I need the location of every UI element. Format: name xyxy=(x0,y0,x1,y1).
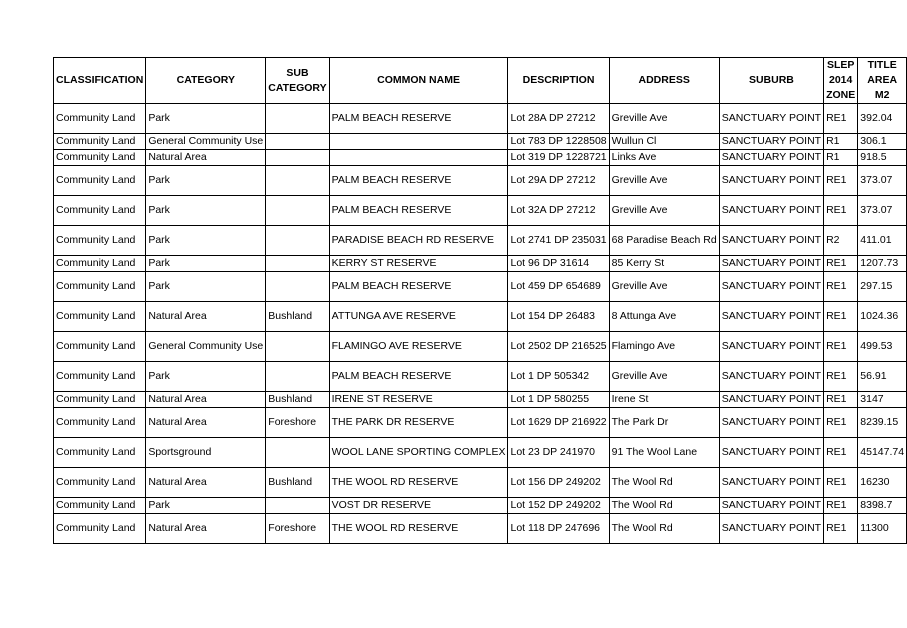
cell-area: 56.91 xyxy=(858,362,907,392)
cell-category: Park xyxy=(146,498,266,514)
cell-zone: RE1 xyxy=(824,196,858,226)
cell-suburb: SANCTUARY POINT xyxy=(719,150,823,166)
cell-suburb: SANCTUARY POINT xyxy=(719,392,823,408)
header-title-area: TITLE AREA M2 xyxy=(858,58,907,104)
header-common-name: COMMON NAME xyxy=(329,58,508,104)
table-body xyxy=(54,104,907,544)
cell-zone: RE1 xyxy=(824,514,858,544)
cell-suburb: SANCTUARY POINT xyxy=(719,166,823,196)
cell-area: 45147.74 xyxy=(858,438,907,468)
cell-classification: Community Land xyxy=(54,272,146,302)
cell-description: Lot 96 DP 31614 xyxy=(508,256,609,272)
cell-suburb: SANCTUARY POINT xyxy=(719,256,823,272)
cell-classification: Community Land xyxy=(54,362,146,392)
header-row xyxy=(54,58,907,104)
table-row xyxy=(54,362,907,392)
cell-zone: RE1 xyxy=(824,104,858,134)
cell-common-name xyxy=(329,150,508,166)
cell-area: 1207.73 xyxy=(858,256,907,272)
table-row xyxy=(54,134,907,150)
cell-common-name: PALM BEACH RESERVE xyxy=(329,104,508,134)
cell-common-name: THE WOOL RD RESERVE xyxy=(329,514,508,544)
cell-sub-category: Foreshore xyxy=(266,514,329,544)
cell-category: Park xyxy=(146,272,266,302)
cell-description: Lot 154 DP 26483 xyxy=(508,302,609,332)
cell-sub-category xyxy=(266,362,329,392)
cell-category: Sportsground xyxy=(146,438,266,468)
cell-sub-category xyxy=(266,438,329,468)
cell-sub-category xyxy=(266,256,329,272)
cell-common-name: ATTUNGA AVE RESERVE xyxy=(329,302,508,332)
cell-sub-category xyxy=(266,150,329,166)
cell-sub-category xyxy=(266,272,329,302)
table-row xyxy=(54,332,907,362)
cell-classification: Community Land xyxy=(54,332,146,362)
cell-suburb: SANCTUARY POINT xyxy=(719,302,823,332)
cell-classification: Community Land xyxy=(54,134,146,150)
cell-category: Park xyxy=(146,362,266,392)
cell-address: Greville Ave xyxy=(609,196,719,226)
cell-description: Lot 156 DP 249202 xyxy=(508,468,609,498)
header-category: CATEGORY xyxy=(146,58,266,104)
table-row xyxy=(54,438,907,468)
cell-common-name: PALM BEACH RESERVE xyxy=(329,272,508,302)
cell-classification: Community Land xyxy=(54,408,146,438)
cell-suburb: SANCTUARY POINT xyxy=(719,438,823,468)
cell-address: The Park Dr xyxy=(609,408,719,438)
community-land-table xyxy=(53,57,907,544)
header-suburb: SUBURB xyxy=(719,58,823,104)
cell-description: Lot 118 DP 247696 xyxy=(508,514,609,544)
cell-description: Lot 459 DP 654689 xyxy=(508,272,609,302)
table-row xyxy=(54,408,907,438)
cell-suburb: SANCTUARY POINT xyxy=(719,468,823,498)
cell-sub-category: Bushland xyxy=(266,392,329,408)
cell-address: Links Ave xyxy=(609,150,719,166)
cell-address: Greville Ave xyxy=(609,272,719,302)
table-row xyxy=(54,498,907,514)
cell-address: The Wool Rd xyxy=(609,498,719,514)
cell-sub-category: Bushland xyxy=(266,302,329,332)
cell-sub-category: Foreshore xyxy=(266,408,329,438)
cell-common-name: IRENE ST RESERVE xyxy=(329,392,508,408)
cell-address: Irene St xyxy=(609,392,719,408)
cell-sub-category xyxy=(266,498,329,514)
cell-classification: Community Land xyxy=(54,196,146,226)
cell-area: 8239.15 xyxy=(858,408,907,438)
cell-description: Lot 1 DP 580255 xyxy=(508,392,609,408)
header-address: ADDRESS xyxy=(609,58,719,104)
cell-area: 16230 xyxy=(858,468,907,498)
cell-area: 411.01 xyxy=(858,226,907,256)
cell-zone: R1 xyxy=(824,150,858,166)
cell-category: Park xyxy=(146,196,266,226)
cell-description: Lot 29A DP 27212 xyxy=(508,166,609,196)
cell-suburb: SANCTUARY POINT xyxy=(719,498,823,514)
cell-classification: Community Land xyxy=(54,392,146,408)
cell-suburb: SANCTUARY POINT xyxy=(719,408,823,438)
cell-sub-category xyxy=(266,226,329,256)
cell-address: Flamingo Ave xyxy=(609,332,719,362)
cell-zone: RE1 xyxy=(824,392,858,408)
cell-sub-category xyxy=(266,166,329,196)
cell-zone: RE1 xyxy=(824,408,858,438)
cell-classification: Community Land xyxy=(54,302,146,332)
cell-suburb: SANCTUARY POINT xyxy=(719,134,823,150)
cell-classification: Community Land xyxy=(54,166,146,196)
cell-description: Lot 1629 DP 216922 xyxy=(508,408,609,438)
cell-zone: R2 xyxy=(824,226,858,256)
cell-category: Natural Area xyxy=(146,514,266,544)
cell-zone: R1 xyxy=(824,134,858,150)
cell-category: General Community Use xyxy=(146,134,266,150)
cell-address: 8 Attunga Ave xyxy=(609,302,719,332)
cell-suburb: SANCTUARY POINT xyxy=(719,226,823,256)
cell-common-name: PALM BEACH RESERVE xyxy=(329,166,508,196)
header-classification: CLASSIFICATION xyxy=(54,58,146,104)
cell-category: Natural Area xyxy=(146,392,266,408)
cell-description: Lot 152 DP 249202 xyxy=(508,498,609,514)
cell-address: The Wool Rd xyxy=(609,468,719,498)
cell-sub-category xyxy=(266,134,329,150)
cell-suburb: SANCTUARY POINT xyxy=(719,362,823,392)
cell-category: Natural Area xyxy=(146,468,266,498)
table-row xyxy=(54,514,907,544)
cell-common-name: FLAMINGO AVE RESERVE xyxy=(329,332,508,362)
cell-zone: RE1 xyxy=(824,438,858,468)
cell-zone: RE1 xyxy=(824,362,858,392)
cell-area: 3147 xyxy=(858,392,907,408)
cell-address: The Wool Rd xyxy=(609,514,719,544)
table-row xyxy=(54,226,907,256)
cell-suburb: SANCTUARY POINT xyxy=(719,196,823,226)
cell-common-name: KERRY ST RESERVE xyxy=(329,256,508,272)
cell-zone: RE1 xyxy=(824,256,858,272)
cell-sub-category xyxy=(266,104,329,134)
cell-area: 306.1 xyxy=(858,134,907,150)
cell-zone: RE1 xyxy=(824,498,858,514)
header-slep-zone: SLEP 2014 ZONE xyxy=(824,58,858,104)
cell-zone: RE1 xyxy=(824,272,858,302)
cell-common-name: THE PARK DR RESERVE xyxy=(329,408,508,438)
cell-address: Greville Ave xyxy=(609,362,719,392)
cell-area: 1024.36 xyxy=(858,302,907,332)
cell-common-name: PARADISE BEACH RD RESERVE xyxy=(329,226,508,256)
cell-classification: Community Land xyxy=(54,498,146,514)
table-row xyxy=(54,272,907,302)
cell-category: Park xyxy=(146,256,266,272)
cell-address: 85 Kerry St xyxy=(609,256,719,272)
cell-area: 8398.7 xyxy=(858,498,907,514)
header-description: DESCRIPTION xyxy=(508,58,609,104)
cell-category: Park xyxy=(146,226,266,256)
cell-address: 68 Paradise Beach Rd xyxy=(609,226,719,256)
table-row xyxy=(54,166,907,196)
cell-zone: RE1 xyxy=(824,166,858,196)
cell-area: 11300 xyxy=(858,514,907,544)
cell-common-name: WOOL LANE SPORTING COMPLEX xyxy=(329,438,508,468)
cell-description: Lot 783 DP 1228508 xyxy=(508,134,609,150)
cell-zone: RE1 xyxy=(824,468,858,498)
cell-suburb: SANCTUARY POINT xyxy=(719,104,823,134)
table-row xyxy=(54,256,907,272)
cell-category: Natural Area xyxy=(146,408,266,438)
cell-sub-category: Bushland xyxy=(266,468,329,498)
cell-address: Wullun Cl xyxy=(609,134,719,150)
cell-description: Lot 28A DP 27212 xyxy=(508,104,609,134)
cell-zone: RE1 xyxy=(824,332,858,362)
cell-description: Lot 32A DP 27212 xyxy=(508,196,609,226)
cell-area: 373.07 xyxy=(858,166,907,196)
cell-classification: Community Land xyxy=(54,438,146,468)
cell-area: 918.5 xyxy=(858,150,907,166)
table-row xyxy=(54,392,907,408)
cell-classification: Community Land xyxy=(54,226,146,256)
cell-area: 499.53 xyxy=(858,332,907,362)
header-sub-category: SUB CATEGORY xyxy=(266,58,329,104)
table-row xyxy=(54,468,907,498)
table-row xyxy=(54,104,907,134)
cell-area: 392.04 xyxy=(858,104,907,134)
cell-classification: Community Land xyxy=(54,514,146,544)
table-row xyxy=(54,196,907,226)
cell-sub-category xyxy=(266,196,329,226)
cell-description: Lot 319 DP 1228721 xyxy=(508,150,609,166)
cell-category: General Community Use xyxy=(146,332,266,362)
cell-category: Park xyxy=(146,166,266,196)
cell-address: 91 The Wool Lane xyxy=(609,438,719,468)
cell-common-name: PALM BEACH RESERVE xyxy=(329,362,508,392)
cell-description: Lot 2741 DP 235031 xyxy=(508,226,609,256)
cell-suburb: SANCTUARY POINT xyxy=(719,332,823,362)
cell-zone: RE1 xyxy=(824,302,858,332)
cell-description: Lot 2502 DP 216525 xyxy=(508,332,609,362)
cell-area: 297.15 xyxy=(858,272,907,302)
cell-classification: Community Land xyxy=(54,256,146,272)
cell-common-name: THE WOOL RD RESERVE xyxy=(329,468,508,498)
cell-category: Park xyxy=(146,104,266,134)
cell-description: Lot 23 DP 241970 xyxy=(508,438,609,468)
cell-classification: Community Land xyxy=(54,104,146,134)
cell-common-name xyxy=(329,134,508,150)
cell-classification: Community Land xyxy=(54,468,146,498)
cell-area: 373.07 xyxy=(858,196,907,226)
cell-common-name: VOST DR RESERVE xyxy=(329,498,508,514)
cell-description: Lot 1 DP 505342 xyxy=(508,362,609,392)
cell-common-name: PALM BEACH RESERVE xyxy=(329,196,508,226)
cell-classification: Community Land xyxy=(54,150,146,166)
cell-sub-category xyxy=(266,332,329,362)
cell-category: Natural Area xyxy=(146,302,266,332)
cell-address: Greville Ave xyxy=(609,104,719,134)
cell-address: Greville Ave xyxy=(609,166,719,196)
table-row xyxy=(54,302,907,332)
cell-suburb: SANCTUARY POINT xyxy=(719,272,823,302)
table-row xyxy=(54,150,907,166)
cell-suburb: SANCTUARY POINT xyxy=(719,514,823,544)
cell-category: Natural Area xyxy=(146,150,266,166)
